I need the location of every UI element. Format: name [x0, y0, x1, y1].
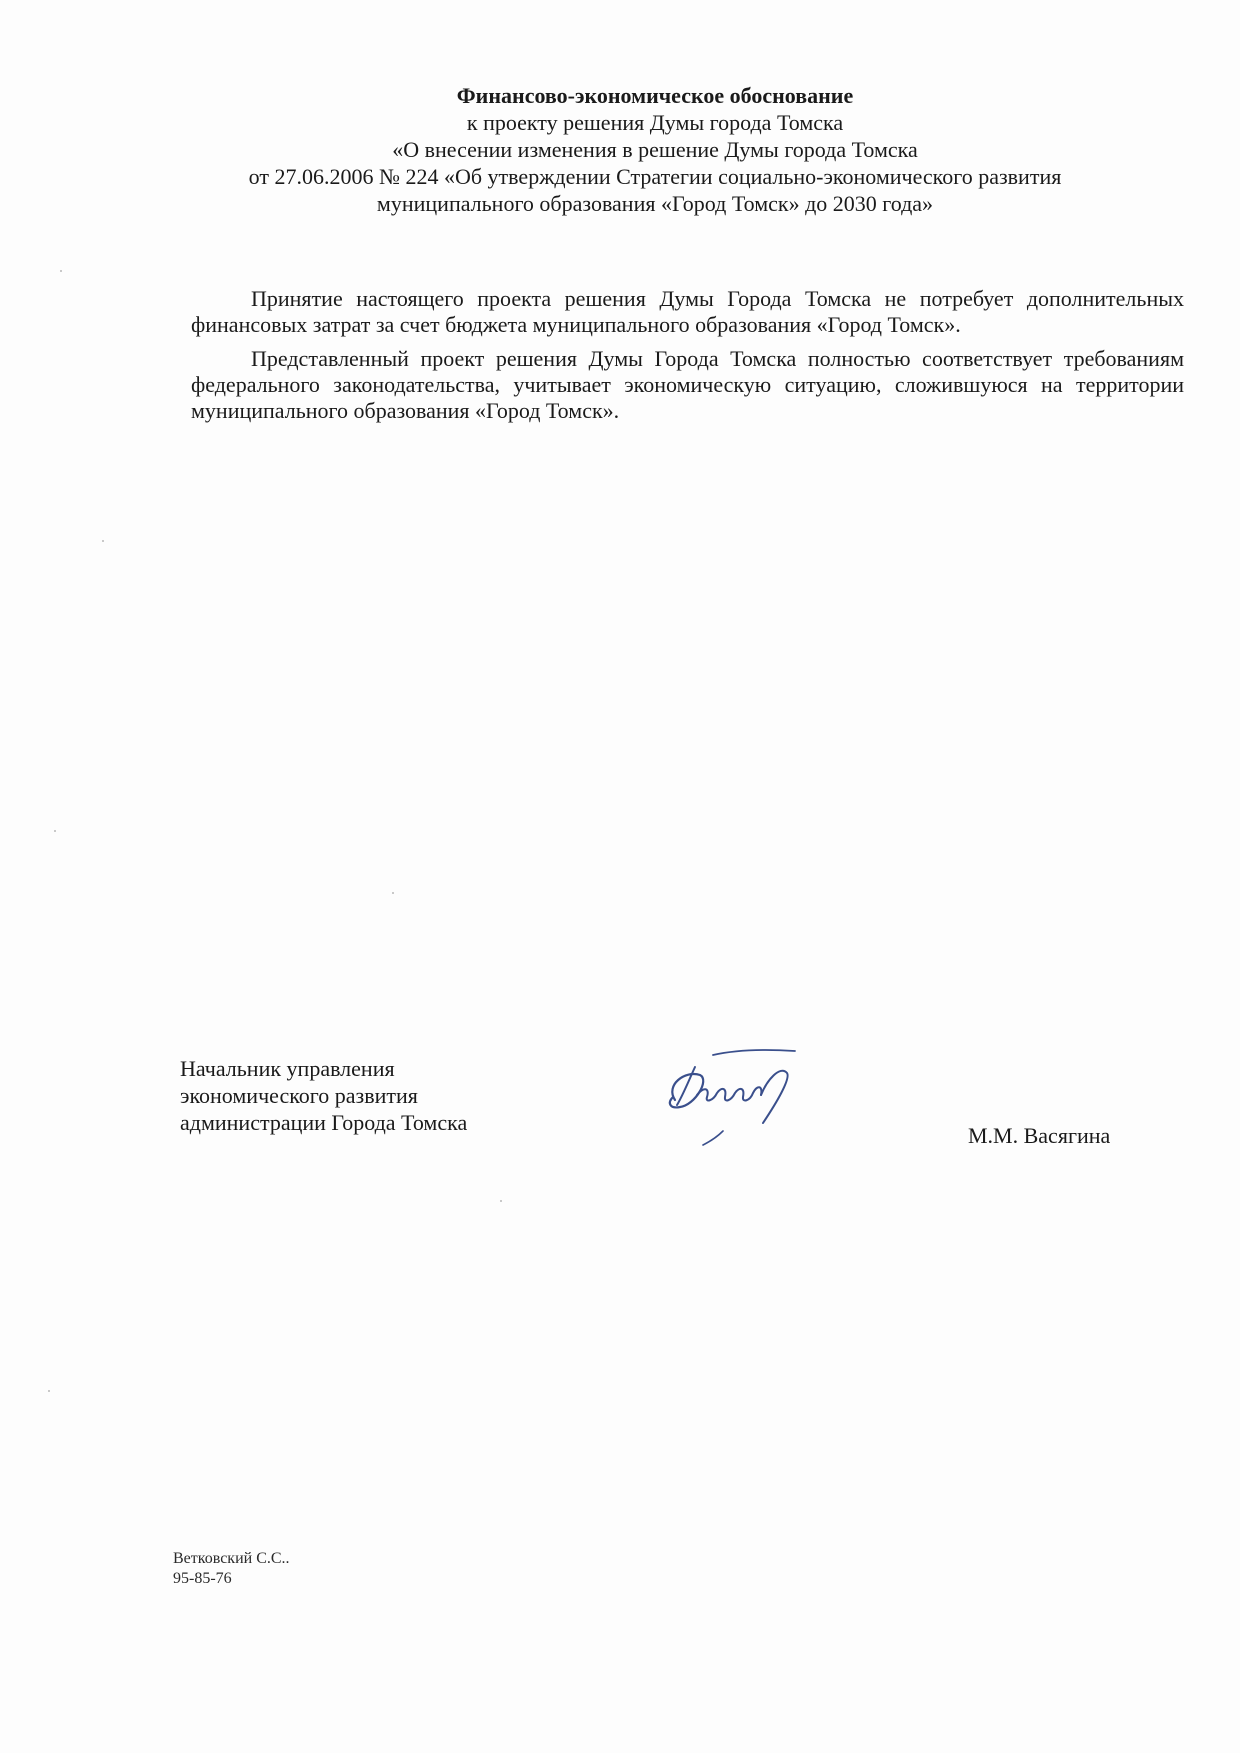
position-line-1: Начальник управления [180, 1056, 395, 1081]
document-title: Финансово-экономическое обоснование [456, 83, 854, 108]
scan-speck [500, 1200, 502, 1202]
scan-speck [392, 892, 394, 894]
header-line-1: к проекту решения Думы города Томска [466, 110, 844, 135]
scan-speck [60, 270, 62, 272]
header-line-2: «О внесении изменения в решение Думы города Томска [392, 137, 918, 162]
position-line-2: экономического развития [180, 1083, 418, 1108]
executor-name: Ветковский С.С.. [173, 1550, 290, 1567]
document-footer [173, 1549, 290, 1589]
executor-phone: 95-85-76 [173, 1570, 232, 1587]
scan-speck [102, 540, 104, 542]
body-paragraph-2: Представленный проект решения Думы Города Томска полностью соответствует требованиям федерального законодательства, учитывает экономическую ситуацию, сложившуюся на территории муниципального образования «Город Томск». [191, 346, 1184, 423]
header-line-3: от 27.06.2006 № 224 «Об утверждении Стратегии социально-экономического развития [248, 164, 1062, 189]
scan-speck [48, 1390, 50, 1392]
position-line-3: администрации Города Томска [180, 1110, 468, 1135]
document-header [150, 82, 1160, 217]
document-body [191, 286, 1184, 432]
signatory-position [180, 1055, 467, 1136]
body-paragraph-1: Принятие настоящего проекта решения Думы Города Томска не потребует дополнительных финансовых затрат за счет бюджета муниципального образования «Город Томск». [191, 286, 1184, 337]
scan-speck [54, 830, 56, 832]
signatory-name: М.М. Васягина [968, 1123, 1111, 1148]
header-line-4: муниципального образования «Город Томск» до 2030 года» [376, 191, 934, 216]
handwritten-signature [655, 1045, 825, 1165]
